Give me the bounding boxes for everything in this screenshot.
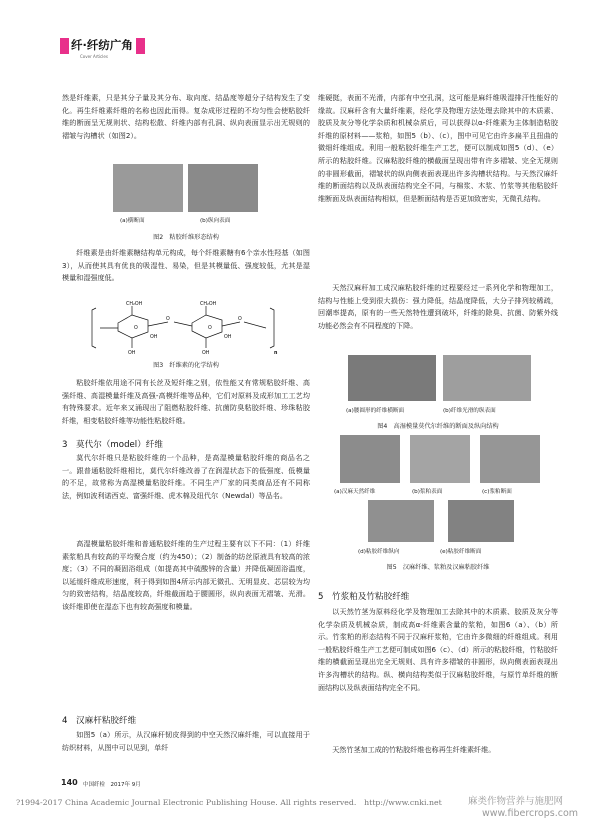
fig3-caption: 图3 纤维素的化学结构 bbox=[153, 362, 219, 369]
fig5-sub-c: (c)浆粕断面 bbox=[482, 489, 512, 495]
fig5-b-image bbox=[410, 435, 470, 483]
right-para-3: 以天然竹茎为原料经化学及物理加工去除其中的木质素、胶质及灰分等化学杂质及机械杂质，制成高α-纤维素含量的浆粕，如图6（a）、（b）所示。竹浆粕的形态结构不同于汉麻秆浆粕，它由许多微细的纤维组成。利用一般粘胶纤维生产工艺便可制成如图6（c）、（d）所示的粘胶纤维，竹粘胶纤维的横截面呈现出完全无规则、具有许多褶皱的非圆形，纵向侧表面表现出许多沟槽状的结构。纵、横向结构类似于汉麻粘胶纤维，与原竹单纤维的断面结构以及纵表面结构完全不同。 bbox=[318, 607, 558, 692]
svg-text:CH₂OH: CH₂OH bbox=[126, 302, 143, 307]
fig2-caption: 图2 粘胶纤维形态结构 bbox=[153, 234, 219, 241]
section-3-heading: 3 莫代尔（model）纤维 bbox=[62, 440, 163, 450]
fig4-longitudinal-image bbox=[443, 355, 531, 401]
right-para-1: 维硬挺，表面不光滑，内部有中空孔洞，这可能是麻纤维吸湿排汗性能好的缘故。汉麻秆含有大量纤维素，经化学及物理方法处理去除其中的木质素、胶质及灰分等化学杂质和机械杂质后，可以获得以α-纤维素为主体制造粘胶纤维的原材料——浆粕，如图5（b）、（c），图中可见它由许多扁平且扭曲的微细纤维组成。利用一般粘胶纤维生产工艺，便可以制成如图5（d）、（e）所示的粘胶纤维。汉麻粘胶纤维的横截面呈现出带有许多褶皱、完全无规则的非圆形截面，褶皱状的纵向侧表面表现出许多沟槽状结构。与天然汉麻纤维的断面结构以及纵表面结构完全不同，与棉浆、木浆、竹浆等其他粘胶纤维断面及纵表面结构相似，但是断面结构是否更加致密实，无微孔结构。 bbox=[318, 93, 558, 203]
svg-text:OH: OH bbox=[202, 351, 210, 356]
watermark-line1: 麻类作物营养与施肥网 bbox=[468, 796, 564, 807]
fig5-sub-b: (b)浆粕表面 bbox=[412, 489, 443, 495]
right-para-2: 天然汉麻秆加工成汉麻粘胶纤维的过程要经过一系列化学和物理加工，结构与性能上受到很大损伤：强力降低，结晶度降低，大分子排列较稀疏，回潮率提高，原有的一些天然特性遭到破坏，纤维的除臭、抗菌、防紫外线功能必然会有不同程度的下降。 bbox=[318, 283, 558, 330]
cellulose-structure-diagram bbox=[88, 298, 278, 358]
header-accent-right bbox=[136, 38, 145, 54]
svg-text:OH: OH bbox=[224, 335, 232, 340]
svg-text:OH: OH bbox=[128, 351, 136, 356]
page-number: 140 bbox=[61, 778, 78, 787]
svg-text:O: O bbox=[166, 317, 170, 322]
left-para-2: 纤维素是由纤维素糖结构单元构成，每个纤维素糖有6个亲水性羟基（如图3），从而使其具有优良的吸湿性、易染，但是其模量低、强度较低，尤其是湿模量和湿强度低。 bbox=[62, 248, 310, 283]
svg-text:O: O bbox=[238, 317, 242, 322]
left-para-3: 粘胶纤维依用途不同有长丝及短纤维之别，依性能又有常规粘胶纤维、高强纤维、高湿模量纤维及高强-高模纤维等品种，它们对原料及成形加工工艺均有特殊要求。近年来又涌现出了阻燃粘胶纤维、抗菌防臭粘胶纤维、珍珠粘胶纤维，相变粘胶纤维等功能性粘胶纤维。 bbox=[62, 378, 310, 425]
fig2-cross-section-image bbox=[113, 164, 183, 212]
fig4-caption: 图4 高湿模量莫代尔纤维的断面及纵向结构 bbox=[377, 423, 499, 430]
left-para-4: 莫代尔纤维只是粘胶纤维的一个品种，是高湿模量粘胶纤维的商品名之一。跟普通粘胶纤维相比，莫代尔纤维改善了在润湿状态下的低强度、低模量的不足，故常称为高湿模量粘胶纤维。不同生产厂家的同类商品还有不同称法，例如波利诺西克、富强纤维、虎木棉及纽代尔（Newdal）等品名。 bbox=[62, 453, 310, 500]
fig2-sub-b: (b)纵向表面 bbox=[200, 218, 231, 224]
fig5-a-image bbox=[340, 435, 400, 483]
header-accent-left bbox=[60, 38, 69, 54]
watermark-line2: www.fibercrops.com bbox=[482, 808, 579, 819]
fig4-cross-section-image bbox=[348, 355, 436, 401]
left-para-1: 然是纤维素，只是其分子量及其分布、取向度、结晶度等超分子结构发生了变化。再生纤维素纤维的名称也因此而得。复杂成形过程的不均匀性会使粘胶纤维的断面呈无规则状、结构松散、纤维内部有孔洞、纵向表面显示出无规则的褶皱与沟槽状（如图2）。 bbox=[62, 93, 310, 140]
fig4-sub-b: (b)纤维光滑的纵表面 bbox=[443, 408, 496, 414]
svg-text:OH: OH bbox=[150, 335, 158, 340]
svg-text:n: n bbox=[274, 351, 278, 356]
fig5-sub-a: (a)汉麻天然纤维 bbox=[334, 489, 376, 495]
fig5-sub-e: (e)粘胶纤维断面 bbox=[440, 549, 482, 555]
svg-text:CH₂OH: CH₂OH bbox=[200, 302, 217, 307]
section-4-heading: 4 汉麻杆粘胶纤维 bbox=[62, 716, 137, 726]
header-subtitle: Cover Articles bbox=[80, 54, 108, 59]
svg-text:O: O bbox=[134, 326, 138, 331]
copyright-line: ?1994-2017 China Academic Journal Electronic Publishing House. All rights reserved. http://www.cnki.net bbox=[16, 798, 442, 807]
fig4-sub-a: (a)腰圆形的纤维横断面 bbox=[346, 408, 405, 414]
fig5-sub-d: (d)粘胶纤维纵向 bbox=[358, 549, 400, 555]
fig2-sub-a: (a)横断面 bbox=[120, 218, 145, 224]
fig5-d-image bbox=[368, 500, 434, 542]
section-5-heading: 5 竹浆粕及竹粘胶纤维 bbox=[318, 592, 410, 602]
header-title: 纤·纤纺广角 bbox=[71, 38, 133, 52]
fig2-longitudinal-image bbox=[188, 164, 258, 212]
left-para-5: 高湿模量粘胶纤维和普通粘胶纤维的生产过程主要有以下不同：（1）纤维素浆粕具有较高的平均聚合度（约为450）；（2）制备的纺丝原液具有较高的浓度；（3）不同的凝固浴组成（如提高其中硫酸锌的含量）并降低凝固浴温度，以延缓纤维成形速度，利于得到如图4所示内部无微孔、无明显皮、芯层较为均匀的致密结构，结晶度较高，纤维截面趋于腰圆形，纵向表面无褶皱、光滑。该纤维即使在湿态下也有较高强度和模量。 bbox=[62, 539, 310, 611]
fig5-caption: 图5 汉麻纤维、浆粕及汉麻粘胶纤维 bbox=[386, 564, 490, 571]
left-para-6: 如图5（a）所示，从汉麻秆韧皮得到的中空天然汉麻纤维，可以直接用于纺织材料，从图中可以见到，单纤 bbox=[62, 730, 310, 752]
fig5-e-image bbox=[448, 500, 514, 542]
right-para-4: 天然竹茎加工成的竹粘胶纤维也称再生纤维素纤维。 bbox=[332, 745, 496, 754]
fig5-c-image bbox=[480, 435, 540, 483]
svg-text:O: O bbox=[208, 326, 212, 331]
journal-info: 中国纤检 2017年 9月 bbox=[83, 782, 141, 788]
